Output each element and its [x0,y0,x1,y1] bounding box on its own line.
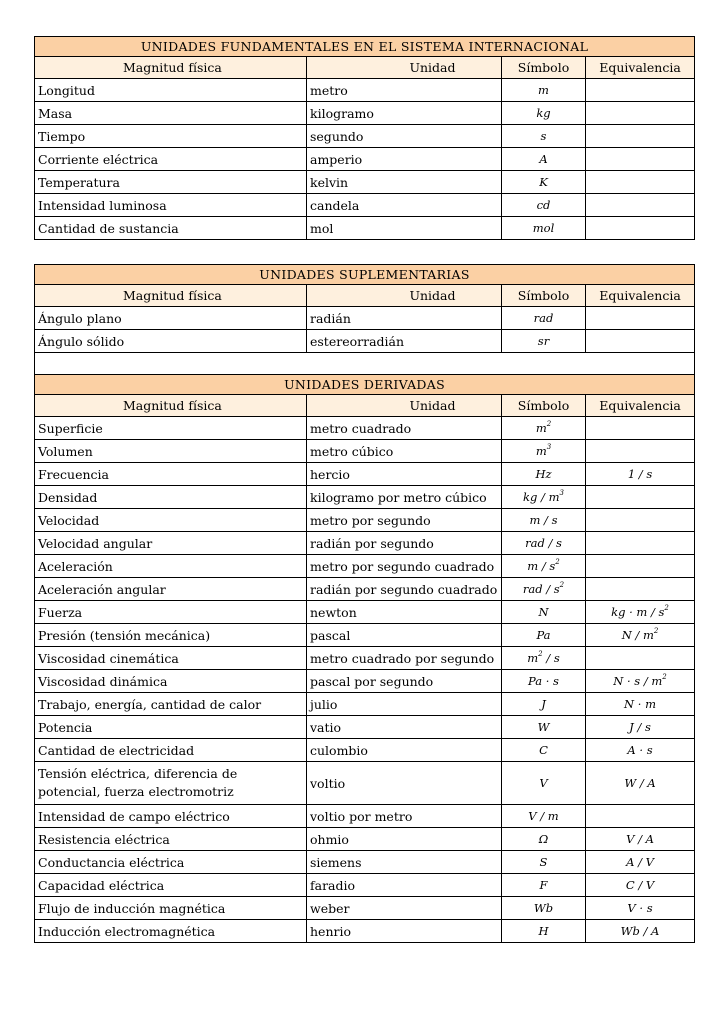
cell-magnitud: Volumen [35,440,307,463]
table-row [35,532,695,555]
table-row [35,693,695,716]
cell-simbolo: N [502,601,586,624]
cell-equivalencia: $N \cdot s / m^2$ [586,670,695,693]
cell-magnitud: Cantidad de sustancia [35,217,307,240]
cell-magnitud: Masa [35,102,307,125]
cell-equivalencia [586,578,695,601]
cell-simbolo: rad / $s^2$ [502,578,586,601]
table-row [35,647,695,670]
header-equivalencia: Equivalencia [586,57,695,79]
header-unidad: Unidad [307,285,502,307]
table-row [35,874,695,897]
cell-magnitud: Ángulo sólido [35,330,307,353]
cell-equivalencia [586,486,695,509]
cell-simbolo: s [502,125,586,148]
cell-magnitud: Viscosidad dinámica [35,670,307,693]
cell-unidad: henrio [307,920,502,943]
cell-unidad: kilogramo [307,102,502,125]
cell-simbolo: F [502,874,586,897]
cell-magnitud: Frecuencia [35,463,307,486]
cell-magnitud: Potencia [35,716,307,739]
cell-equivalencia: A · s [586,739,695,762]
header-magnitud: Magnitud física [35,395,307,417]
table-row [35,716,695,739]
cell-unidad: kelvin [307,171,502,194]
cell-equivalencia [586,330,695,353]
section-title: UNIDADES FUNDAMENTALES EN EL SISTEMA INTERNACIONAL [35,37,695,57]
cell-equivalencia: kg · m / $s^2$ [586,601,695,624]
table-row [35,79,695,102]
cell-equivalencia [586,647,695,670]
cell-unidad: newton [307,601,502,624]
cell-magnitud: Capacidad eléctrica [35,874,307,897]
cell-unidad: amperio [307,148,502,171]
table-body [35,307,695,353]
section-title: UNIDADES SUPLEMENTARIAS [35,265,695,285]
header-simbolo: Símbolo [502,57,586,79]
header-equivalencia: Equivalencia [586,285,695,307]
cell-simbolo: m / s [502,509,586,532]
cell-equivalencia: J / s [586,716,695,739]
table-row [35,486,695,509]
cell-unidad: ohmio [307,828,502,851]
cell-magnitud: Superficie [35,417,307,440]
cell-equivalencia: V / A [586,828,695,851]
cell-simbolo: cd [502,194,586,217]
cell-unidad: voltio por metro [307,805,502,828]
cell-magnitud: Velocidad [35,509,307,532]
cell-equivalencia: N · m [586,693,695,716]
cell-simbolo: V [502,762,586,805]
table-row [35,897,695,920]
cell-unidad: mol [307,217,502,240]
cell-magnitud: Conductancia eléctrica [35,851,307,874]
header-magnitud: Magnitud física [35,285,307,307]
cell-simbolo: A [502,148,586,171]
cell-simbolo: kg / $m^3$ [502,486,586,509]
cell-simbolo: V / m [502,805,586,828]
cell-simbolo: Ω [502,828,586,851]
table-row [35,555,695,578]
cell-magnitud: Tiempo [35,125,307,148]
cell-unidad: pascal [307,624,502,647]
cell-unidad: radián por segundo cuadrado [307,578,502,601]
cell-magnitud: Aceleración [35,555,307,578]
cell-equivalencia: Wb / A [586,920,695,943]
cell-unidad: metro cuadrado [307,417,502,440]
table-row [35,670,695,693]
cell-simbolo: K [502,171,586,194]
cell-unidad: metro cúbico [307,440,502,463]
header-equivalencia: Equivalencia [586,395,695,417]
table-body [35,79,695,240]
table-row [35,805,695,828]
table-row [35,739,695,762]
table-body [35,417,695,943]
table-row [35,920,695,943]
cell-unidad: metro por segundo cuadrado [307,555,502,578]
cell-equivalencia [586,440,695,463]
cell-equivalencia [586,555,695,578]
table-row [35,463,695,486]
cell-simbolo: mol [502,217,586,240]
cell-simbolo: Pa [502,624,586,647]
cell-magnitud: Ángulo plano [35,307,307,330]
cell-simbolo: rad [502,307,586,330]
table-row [35,307,695,330]
cell-magnitud: Flujo de inducción magnética [35,897,307,920]
cell-unidad: siemens [307,851,502,874]
cell-magnitud: Viscosidad cinemática [35,647,307,670]
cell-unidad: hercio [307,463,502,486]
cell-magnitud: Trabajo, energía, cantidad de calor [35,693,307,716]
cell-magnitud: Densidad [35,486,307,509]
table-row [35,194,695,217]
header-unidad: Unidad [307,57,502,79]
table-row [35,330,695,353]
table-row [35,171,695,194]
cell-simbolo: sr [502,330,586,353]
table-row [35,828,695,851]
cell-magnitud: Resistencia eléctrica [35,828,307,851]
cell-equivalencia [586,509,695,532]
table-row [35,125,695,148]
cell-equivalencia: W / A [586,762,695,805]
cell-simbolo: $m^2$ / s [502,647,586,670]
table-row [35,851,695,874]
cell-simbolo: C [502,739,586,762]
cell-simbolo: Wb [502,897,586,920]
cell-unidad: metro [307,79,502,102]
cell-simbolo: kg [502,102,586,125]
cell-unidad: voltio [307,762,502,805]
cell-magnitud: Tensión eléctrica, diferencia de potencial, fuerza electromotriz [35,762,307,805]
cell-equivalencia [586,171,695,194]
cell-equivalencia [586,532,695,555]
table-row [35,578,695,601]
cell-equivalencia: N / $m^2$ [586,624,695,647]
cell-simbolo: Hz [502,463,586,486]
cell-unidad: weber [307,897,502,920]
cell-equivalencia [586,805,695,828]
header-simbolo: Símbolo [502,395,586,417]
cell-simbolo: $m^2$ [502,417,586,440]
cell-unidad: julio [307,693,502,716]
cell-magnitud: Velocidad angular [35,532,307,555]
cell-unidad: radián [307,307,502,330]
table-row [35,217,695,240]
cell-equivalencia [586,307,695,330]
header-unidad: Unidad [307,395,502,417]
cell-unidad: kilogramo por metro cúbico [307,486,502,509]
cell-magnitud: Intensidad de campo eléctrico [35,805,307,828]
cell-simbolo: J [502,693,586,716]
table-row [35,762,695,805]
cell-magnitud: Cantidad de electricidad [35,739,307,762]
cell-magnitud: Inducción electromagnética [35,920,307,943]
cell-magnitud: Corriente eléctrica [35,148,307,171]
cell-simbolo: $m^3$ [502,440,586,463]
cell-equivalencia: A / V [586,851,695,874]
cell-simbolo: m / $s^2$ [502,555,586,578]
table-row [35,102,695,125]
header-simbolo: Símbolo [502,285,586,307]
cell-equivalencia: 1 / s [586,463,695,486]
cell-simbolo: H [502,920,586,943]
table-row [35,601,695,624]
cell-unidad: culombio [307,739,502,762]
cell-equivalencia [586,148,695,171]
table-row [35,417,695,440]
cell-unidad: metro cuadrado por segundo [307,647,502,670]
cell-simbolo: Pa · s [502,670,586,693]
cell-simbolo: rad / s [502,532,586,555]
table-fundamentales [34,36,695,240]
spacer-row [35,353,695,375]
cell-equivalencia [586,217,695,240]
cell-equivalencia: C / V [586,874,695,897]
cell-equivalencia [586,125,695,148]
cell-magnitud: Temperatura [35,171,307,194]
cell-equivalencia: V · s [586,897,695,920]
cell-unidad: metro por segundo [307,509,502,532]
cell-magnitud: Fuerza [35,601,307,624]
table-row [35,148,695,171]
cell-unidad: segundo [307,125,502,148]
cell-equivalencia [586,194,695,217]
table-suplementarias-derivadas [34,264,695,943]
header-magnitud: Magnitud física [35,57,307,79]
table-row [35,509,695,532]
cell-magnitud: Longitud [35,79,307,102]
cell-unidad: vatio [307,716,502,739]
cell-magnitud: Intensidad luminosa [35,194,307,217]
table-row [35,624,695,647]
cell-equivalencia [586,417,695,440]
cell-unidad: radián por segundo [307,532,502,555]
cell-simbolo: W [502,716,586,739]
cell-simbolo: S [502,851,586,874]
table-row [35,440,695,463]
cell-equivalencia [586,102,695,125]
cell-unidad: pascal por segundo [307,670,502,693]
cell-magnitud: Presión (tensión mecánica) [35,624,307,647]
cell-magnitud: Aceleración angular [35,578,307,601]
section-title: UNIDADES DERIVADAS [35,375,695,395]
cell-equivalencia [586,79,695,102]
cell-simbolo: m [502,79,586,102]
cell-unidad: faradio [307,874,502,897]
cell-unidad: estereorradián [307,330,502,353]
cell-unidad: candela [307,194,502,217]
